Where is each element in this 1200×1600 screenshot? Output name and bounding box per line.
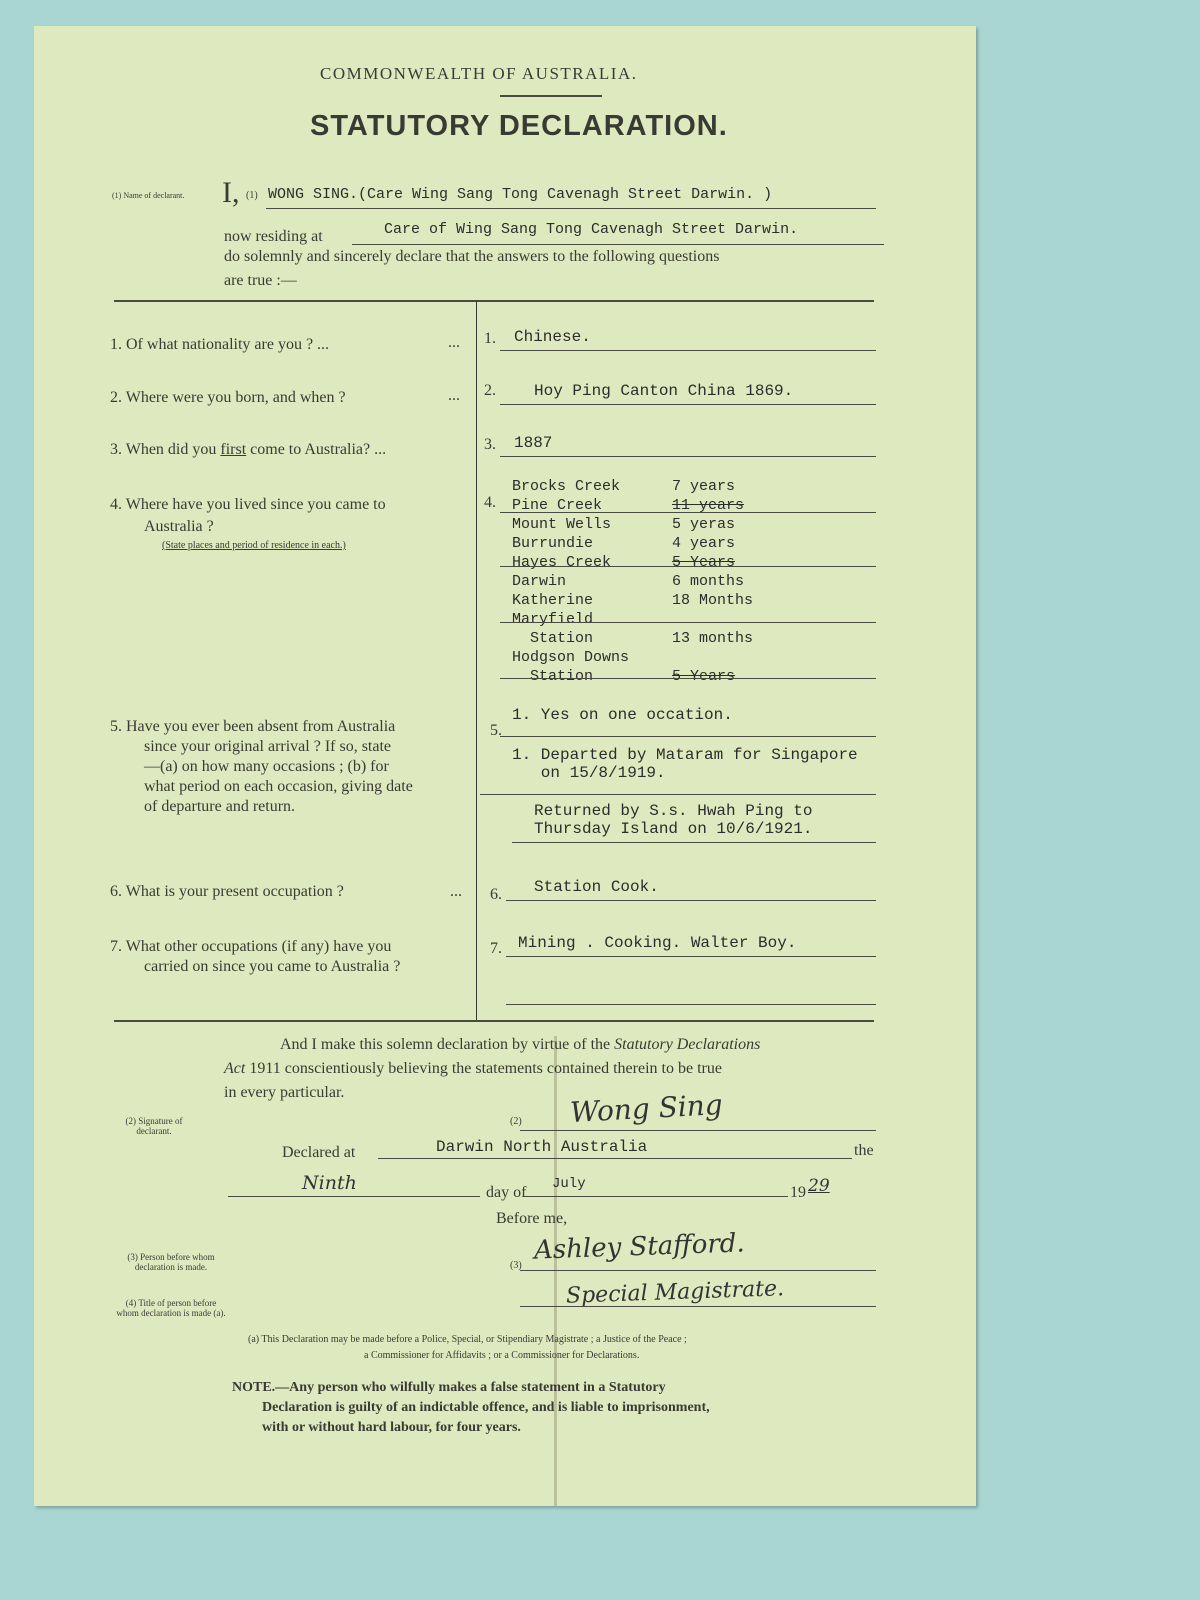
answer-5-return-2: Thursday Island on 10/6/1921. xyxy=(534,820,813,838)
residing-line xyxy=(352,244,884,245)
question-5-line-4: what period on each occasion, giving date xyxy=(144,778,413,795)
note-line-2: Declaration is guilty of an indictable offence, and is liable to imprisonment, xyxy=(262,1400,710,1415)
residence-period: 4 years xyxy=(672,535,736,552)
residence-place: Darwin xyxy=(512,573,567,590)
answer-7-line-a xyxy=(506,956,876,957)
answer-4-line-b xyxy=(500,566,876,567)
answer-7: Mining . Cooking. Walter Boy. xyxy=(518,934,797,952)
note-line-3: with or without hard labour, for four years. xyxy=(262,1420,521,1435)
residing-label: now residing at xyxy=(224,228,323,245)
question-5-line-3: —(a) on how many occasions ; (b) for xyxy=(144,758,389,775)
question-3 xyxy=(110,439,386,461)
question-4-line-1: 4. Where have you lived since you came to xyxy=(110,496,386,513)
question-7-line-2: carried on since you came to Australia ? xyxy=(144,958,401,975)
answer-6: Station Cook. xyxy=(534,878,659,896)
answer-3-number: 3. xyxy=(484,436,496,453)
answer-6-line xyxy=(506,900,876,901)
heading-rule xyxy=(500,95,602,97)
answer-5-occasions: 1. Yes on one occation. xyxy=(512,706,733,724)
answer-4-line-c xyxy=(500,622,876,623)
answer-5-departure-1: 1. Departed by Mataram for Singapore xyxy=(512,746,858,764)
person-line xyxy=(520,1270,876,1271)
residence-period: 5 Years xyxy=(672,668,736,685)
declarant-name: WONG SING.(Care Wing Sang Tong Cavenagh Street Darwin. ) xyxy=(268,186,773,203)
closing-line-1 xyxy=(280,1034,760,1056)
declarant-marker: (1) xyxy=(246,190,258,201)
question-5-line-1: 5. Have you ever been absent from Australia xyxy=(110,718,396,735)
residence-period: 11 years xyxy=(672,497,745,514)
answer-2: Hoy Ping Canton China 1869. xyxy=(534,382,794,400)
residence-period: 5 Years xyxy=(672,554,736,571)
residence-place: Hodgson Downs xyxy=(512,649,630,666)
margin-note-person: (3) Person before whom declaration is made. xyxy=(127,1252,215,1272)
residence-period: 7 years xyxy=(672,478,736,495)
commonwealth-heading: COMMONWEALTH OF AUSTRALIA. xyxy=(320,64,638,83)
magistrate-title: Special Magistrate. xyxy=(565,1276,785,1309)
residence-row xyxy=(512,478,735,495)
paper-fold-crease xyxy=(554,1036,557,1506)
margin-note-signature: (2) Signature of declarant. xyxy=(125,1116,183,1136)
residence-place: Brocks Creek xyxy=(512,478,621,495)
question-5-line-5: of departure and return. xyxy=(144,798,296,815)
margin-note-name: (1) Name of declarant. xyxy=(112,191,185,200)
question-1: 1. Of what nationality are you ? ... xyxy=(110,336,330,353)
answer-4-line-a xyxy=(500,512,876,513)
declarant-signature: Wong Sing xyxy=(569,1088,724,1129)
residence-place: Maryfield xyxy=(512,611,594,628)
residence-row xyxy=(512,611,672,628)
act-name: Statutory Declarations xyxy=(614,1036,761,1053)
residence-period: 5 yeras xyxy=(672,516,736,533)
residence-row xyxy=(512,516,735,533)
title-line xyxy=(520,1306,876,1307)
answer-5-number: 5. xyxy=(490,722,502,739)
question-3-first: first xyxy=(220,441,247,458)
residence-period: 18 Months xyxy=(672,592,754,609)
margin-note-title: (4) Title of person before whom declaration is made (a). xyxy=(116,1298,226,1318)
question-7-line-1: 7. What other occupations (if any) have you xyxy=(110,938,392,955)
residence-place: Station xyxy=(512,630,594,647)
question-3-post: come to Australia? ... xyxy=(246,441,387,458)
question-6-dots: ... xyxy=(450,883,462,900)
answer-1-number: 1. xyxy=(484,330,496,347)
question-5-line-2: since your original arrival ? If so, state xyxy=(144,738,392,755)
answer-2-line xyxy=(500,404,876,405)
answer-2-number: 2. xyxy=(484,382,496,399)
section-rule-top xyxy=(114,300,874,302)
signature-line xyxy=(520,1130,876,1131)
signature-marker: (2) xyxy=(510,1116,522,1127)
closing-line-3: in every particular. xyxy=(224,1084,345,1101)
column-divider xyxy=(476,300,477,1020)
answer-5-line-c xyxy=(512,842,876,843)
footnote-line-2: a Commissioner for Affidavits ; or a Commissioner for Declarations. xyxy=(364,1350,640,1361)
month-value: July xyxy=(552,1176,586,1192)
solemn-text-2: are true :— xyxy=(224,272,297,289)
question-4-note: (State places and period of residence in each.) xyxy=(162,540,346,551)
day-line xyxy=(228,1196,480,1197)
answer-4-number: 4. xyxy=(484,494,496,511)
note-line-1: NOTE.—Any person who wilfully makes a false statement in a Statutory xyxy=(232,1380,666,1395)
residence-place: Burrundie xyxy=(512,535,594,552)
question-6: 6. What is your present occupation ? xyxy=(110,883,344,900)
residence-row xyxy=(512,630,753,647)
residence-row xyxy=(512,535,735,552)
year-value: 29 xyxy=(808,1176,830,1196)
answer-5-line-a xyxy=(500,736,876,737)
question-2: 2. Where were you born, and when ? xyxy=(110,389,346,406)
act-label: Act xyxy=(224,1060,246,1077)
declared-at-label: Declared at xyxy=(282,1144,356,1161)
answer-4-line-d xyxy=(500,678,876,679)
answer-5-line-b xyxy=(480,794,876,795)
answer-3-line xyxy=(500,456,876,457)
answer-3: 1887 xyxy=(514,434,553,452)
residence-place: Mount Wells xyxy=(512,516,612,533)
answer-5-return-1: Returned by S.s. Hwah Ping to xyxy=(534,802,813,820)
question-4-line-2: Australia ? xyxy=(144,518,214,535)
the-label: the xyxy=(854,1142,874,1159)
residence-row xyxy=(512,554,735,571)
form-title: STATUTORY DECLARATION. xyxy=(310,110,728,142)
before-me-label: Before me, xyxy=(496,1210,568,1227)
answer-1: Chinese. xyxy=(514,328,591,346)
residence-place: Station xyxy=(512,668,594,685)
closing-line-2 xyxy=(224,1058,722,1080)
residence-row xyxy=(512,649,672,666)
question-1-dots: ... xyxy=(448,334,460,351)
section-rule-bottom xyxy=(114,1020,874,1022)
big-i: I, xyxy=(222,176,240,209)
answer-5-departure-2: on 15/8/1919. xyxy=(512,764,666,782)
declarant-line xyxy=(266,208,876,209)
residence-place: Pine Creek xyxy=(512,497,603,514)
answer-7-number: 7. xyxy=(490,940,502,957)
magistrate-signature: Ashley Stafford. xyxy=(533,1228,746,1266)
declared-place-line xyxy=(378,1158,852,1159)
month-line xyxy=(524,1196,788,1197)
footnote-line-1: (a) This Declaration may be made before a Police, Special, or Stipendiary Magistrate ; a Justice of the Peace ; xyxy=(248,1334,687,1345)
day-value: Ninth xyxy=(302,1172,357,1194)
declared-place: Darwin North Australia xyxy=(436,1138,648,1156)
residence-row xyxy=(512,668,735,685)
answer-1-line xyxy=(500,350,876,351)
solemn-text-1: do solemnly and sincerely declare that the answers to the following questions xyxy=(224,248,720,265)
question-3-pre: 3. When did you xyxy=(110,441,221,458)
declaration-form xyxy=(34,26,976,1506)
closing-line-2-text: 1911 conscientiously believing the statements contained therein to be true xyxy=(245,1060,722,1077)
closing-line-1-text: And I make this solemn declaration by virtue of the xyxy=(280,1036,615,1053)
residing-value: Care of Wing Sang Tong Cavenagh Street Darwin. xyxy=(384,221,799,238)
residence-period: 6 months xyxy=(672,573,745,590)
residence-place: Hayes Creek xyxy=(512,554,612,571)
residence-period: 13 months xyxy=(672,630,754,647)
day-of-label: day of xyxy=(486,1184,527,1201)
question-2-dots: ... xyxy=(448,387,460,404)
residence-row xyxy=(512,592,753,609)
answer-6-number: 6. xyxy=(490,886,502,903)
year-prefix: 19 xyxy=(790,1184,806,1201)
residence-row xyxy=(512,573,744,590)
residence-place: Katherine xyxy=(512,592,594,609)
person-marker: (3) xyxy=(510,1260,522,1271)
answer-7-line-b xyxy=(506,1004,876,1005)
